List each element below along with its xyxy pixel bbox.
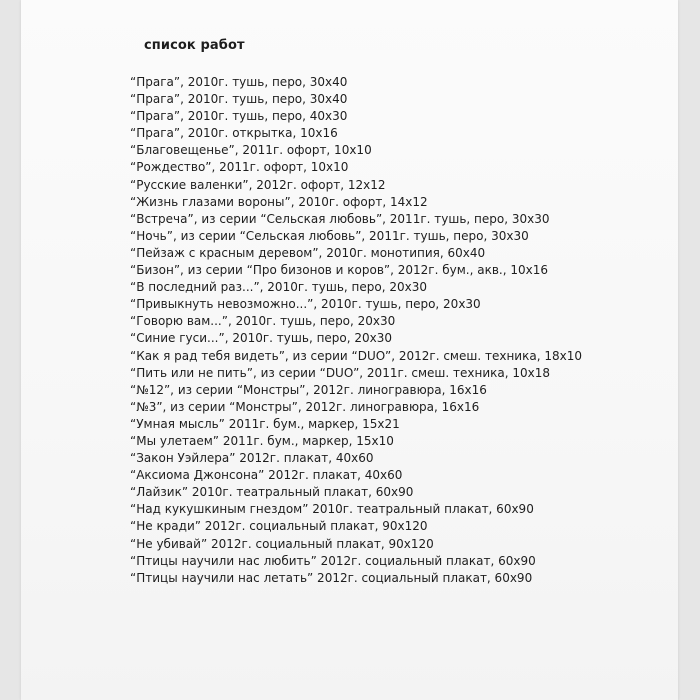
work-item: “Пить или не пить”, из серии “DUO”, 2011г. смеш. техника, 10x18	[130, 365, 551, 380]
work-item: “Синие гуси...”, 2010г. тушь, перо, 20x30	[130, 331, 393, 346]
document-page	[21, 0, 678, 700]
work-item: “Пейзаж с красным деревом”, 2010г. монотипия, 60x40	[130, 245, 486, 260]
work-item: “№3”, из серии “Монстры”, 2012г. линогравюра, 16x16	[130, 399, 480, 414]
work-item: “Прага”, 2010г. открытка, 10x16	[130, 126, 338, 141]
work-item: “Встреча”, из серии “Сельская любовь”, 2011г. тушь, перо, 30x30	[130, 211, 550, 226]
work-item: “Бизон”, из серии “Про бизонов и коров”, 2012г. бум., акв., 10x16	[130, 263, 548, 278]
work-item: “Прага”, 2010г. тушь, перо, 30x40	[130, 75, 348, 89]
work-item: “Птицы научили нас любить” 2012г. социальный плакат, 60x90	[130, 553, 536, 568]
work-item: “Над кукушкиным гнездом” 2010г. театральный плакат, 60x90	[130, 502, 534, 517]
work-item: “Рождество”, 2011г. офорт, 10x10	[130, 160, 349, 175]
work-item: “№12”, из серии “Монстры”, 2012г. линогравюра, 16x16	[130, 382, 487, 397]
work-item: “Как я рад тебя видеть”, из серии “DUO”, 2012г. смеш. техника, 18x10	[130, 348, 582, 363]
work-item: “Закон Уэйлера” 2012г. плакат, 40x60	[130, 451, 374, 466]
work-item: “Лайзик” 2010г. театральный плакат, 60x90	[130, 485, 414, 500]
work-item: “Прага”, 2010г. тушь, перо, 40x30	[130, 109, 348, 124]
work-item: “Привыкнуть невозможно...”, 2010г. тушь, перо, 20x30	[130, 297, 481, 312]
works-list	[130, 74, 670, 587]
work-item: “Птицы научили нас летать” 2012г. социальный плакат, 60x90	[130, 570, 533, 585]
work-item: “Ночь”, из серии “Сельская любовь”, 2011г. тушь, перо, 30x30	[130, 228, 529, 243]
work-item: “Жизнь глазами вороны”, 2010г. офорт, 14x12	[130, 194, 428, 209]
work-item: “Благовещенье”, 2011г. офорт, 10x10	[130, 143, 372, 158]
work-item: “Говорю вам...”, 2010г. тушь, перо, 20x30	[130, 314, 396, 329]
work-item: “Прага”, 2010г. тушь, перо, 30x40	[130, 92, 348, 107]
work-item: “В последний раз...”, 2010г. тушь, перо, 20x30	[130, 280, 427, 295]
page-title: список работ	[144, 38, 245, 53]
work-item: “Не убивай” 2012г. социальный плакат, 90x120	[130, 536, 434, 551]
work-item: “Умная мысль” 2011г. бум., маркер, 15x21	[130, 416, 400, 431]
work-item: “Русские валенки”, 2012г. офорт, 12x12	[130, 177, 386, 192]
work-item: “Не кради” 2012г. социальный плакат, 90x120	[130, 519, 428, 534]
work-item: “Мы улетаем” 2011г. бум., маркер, 15x10	[130, 433, 394, 448]
work-item: “Аксиома Джонсона” 2012г. плакат, 40x60	[130, 468, 403, 483]
